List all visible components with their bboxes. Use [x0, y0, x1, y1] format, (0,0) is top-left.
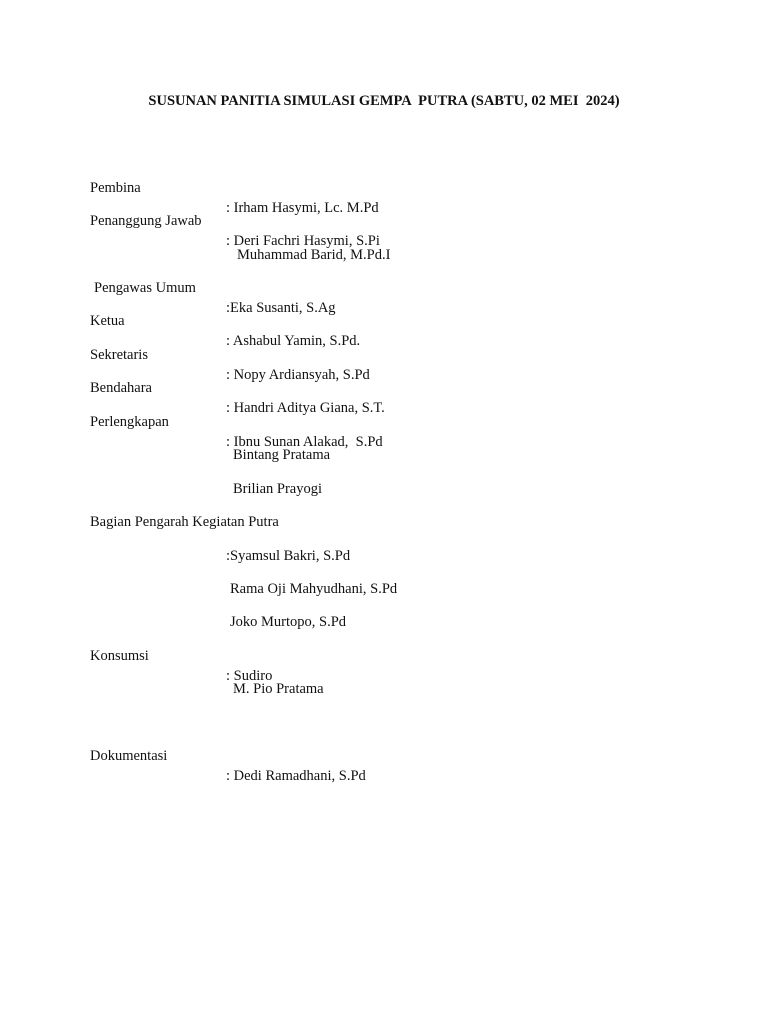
member-name: Rama Oji Mahyudhani, S.Pd	[230, 581, 398, 597]
member-name: :Eka Susanti, S.Ag	[226, 300, 336, 316]
committee-row-continuation	[0, 425, 768, 463]
member-name: : Irham Hasymi, Lc. M.Pd	[226, 200, 379, 216]
member-name: Brilian Prayogi	[233, 481, 323, 497]
committee-row-konsumsi	[0, 626, 768, 684]
committee-row-sekretaris	[0, 325, 768, 383]
committee-row-continuation	[0, 559, 768, 597]
member-name: : Nopy Ardiansyah, S.Pd	[226, 367, 370, 383]
committee-row-continuation	[0, 592, 768, 630]
role-label: Dokumentasi	[90, 748, 168, 764]
role-label: Konsumsi	[90, 648, 149, 664]
member-name: : Dedi Ramadhani, S.Pd	[226, 768, 366, 784]
role-label: Bendahara	[90, 380, 152, 396]
member-name: : Ashabul Yamin, S.Pd.	[226, 333, 361, 349]
committee-row-continuation	[0, 659, 768, 697]
committee-row-bendahara	[0, 358, 768, 416]
committee-row-pembina	[0, 158, 768, 216]
member-name: : Deri Fachri Hasymi, S.Pi	[226, 233, 380, 249]
role-label: Bagian Pengarah Kegiatan Putra	[90, 514, 279, 530]
committee-row-continuation	[0, 459, 768, 497]
member-name: M. Pio Pratama	[233, 681, 324, 697]
role-label: Penanggung Jawab	[90, 213, 202, 229]
committee-row-continuation	[0, 225, 768, 263]
role-label: Ketua	[90, 313, 125, 329]
member-name: : Ibnu Sunan Alakad, S.Pd	[226, 434, 383, 450]
member-name: Muhammad Barid, M.Pd.I	[237, 247, 391, 263]
committee-row-bagian-pengarah	[0, 492, 768, 530]
member-name: :Syamsul Bakri, S.Pd	[226, 548, 351, 564]
role-label: Pengawas Umum	[94, 280, 196, 296]
committee-row-dokumentasi	[0, 726, 768, 784]
member-name: Joko Murtopo, S.Pd	[230, 614, 347, 630]
member-name: : Handri Aditya Giana, S.T.	[226, 400, 385, 416]
committee-row-penanggung-jawab	[0, 191, 768, 249]
document-title: SUSUNAN PANITIA SIMULASI GEMPA PUTRA (SABTU, 02 MEI 2024)	[148, 93, 620, 109]
committee-row-continuation	[0, 526, 768, 564]
committee-row-perlengkapan	[0, 392, 768, 450]
committee-row-pengawas-umum	[0, 258, 768, 316]
role-label: Pembina	[90, 180, 141, 196]
role-label: Sekretaris	[90, 347, 148, 363]
role-label: Perlengkapan	[90, 414, 169, 430]
committee-row-ketua	[0, 291, 768, 349]
member-name: Bintang Pratama	[233, 447, 331, 463]
member-name: : Sudiro	[226, 668, 273, 684]
